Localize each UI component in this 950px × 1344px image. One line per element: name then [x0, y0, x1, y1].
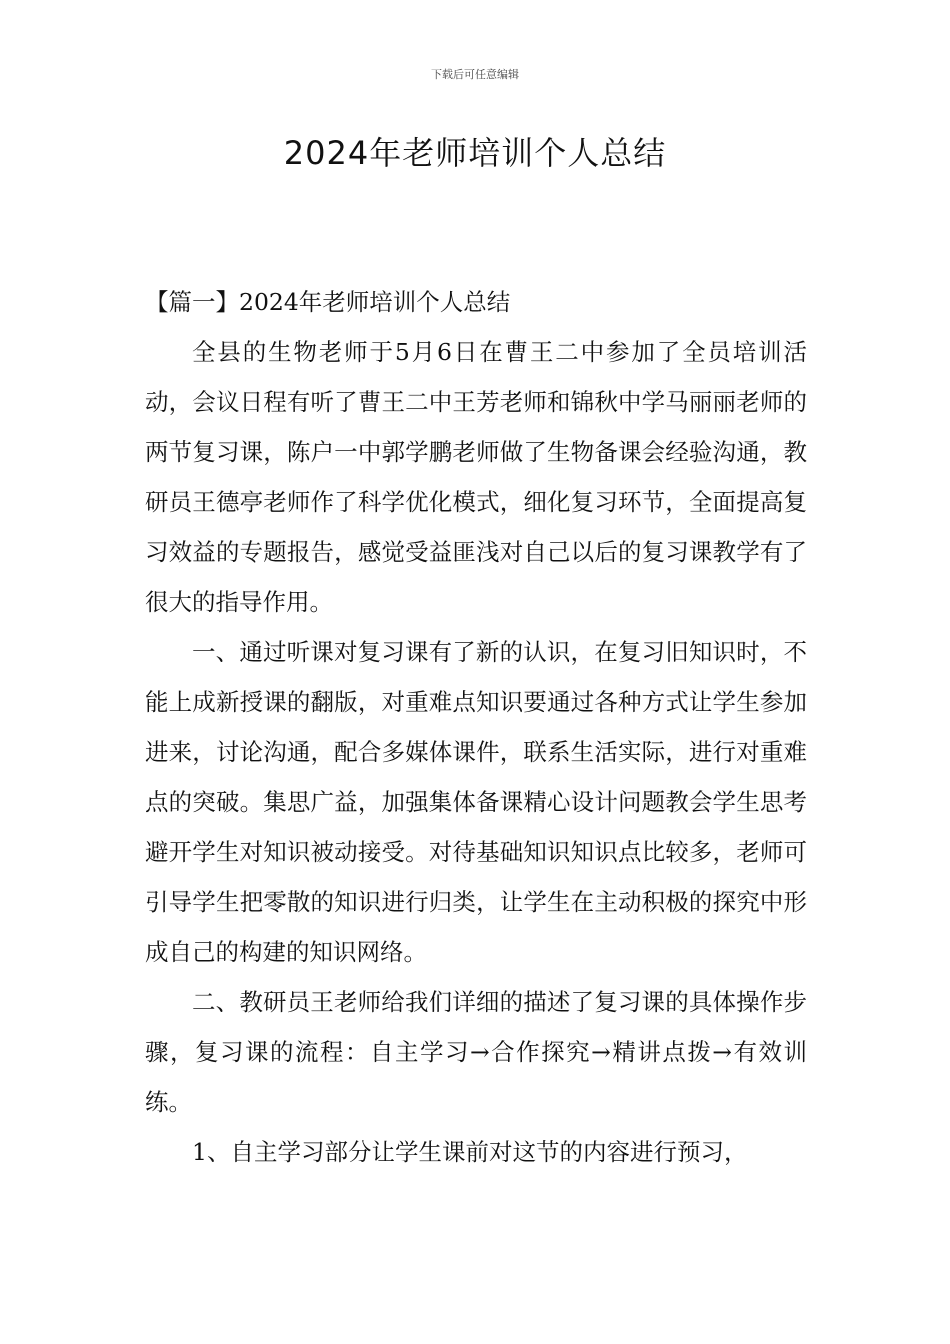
- document-title: 2024年老师培训个人总结: [283, 134, 667, 172]
- document-body: [145, 277, 807, 1177]
- paragraph-intro: 全县的生物老师于5月6日在曹王二中参加了全员培训活动，会议日程有听了曹王二中王芳老师和锦秋中学马丽丽老师的两节复习课，陈户一中郭学鹏老师做了生物备课会经验沟通，教研员王德亭老师作了科学优化模式，细化复习环节，全面提高复习效益的专题报告，感觉受益匪浅对自己以后的复习课教学有了很大的指导作用。: [145, 338, 807, 616]
- paragraph-step-one: 1、自主学习部分让学生课前对这节的内容进行预习，: [192, 1138, 748, 1166]
- section-heading: 【篇一】2024年老师培训个人总结: [145, 288, 511, 316]
- paragraph-point-one: 一、通过听课对复习课有了新的认识，在复习旧知识时，不能上成新授课的翻版，对重难点知识要通过各种方式让学生参加进来，讨论沟通，配合多媒体课件，联系生活实际，进行对重难点的突破。集思广益，加强集体备课精心设计问题教会学生思考避开学生对知识被动接受。对待基础知识知识点比较多，老师可引导学生把零散的知识进行归类，让学生在主动积极的探究中形成自己的构建的知识网络。: [145, 638, 807, 966]
- header-note: 下载后可任意编辑: [431, 68, 519, 81]
- paragraph-point-two: 二、教研员王老师给我们详细的描述了复习课的具体操作步骤，复习课的流程：自主学习→合作探究→精讲点拨→有效训练。: [145, 988, 807, 1116]
